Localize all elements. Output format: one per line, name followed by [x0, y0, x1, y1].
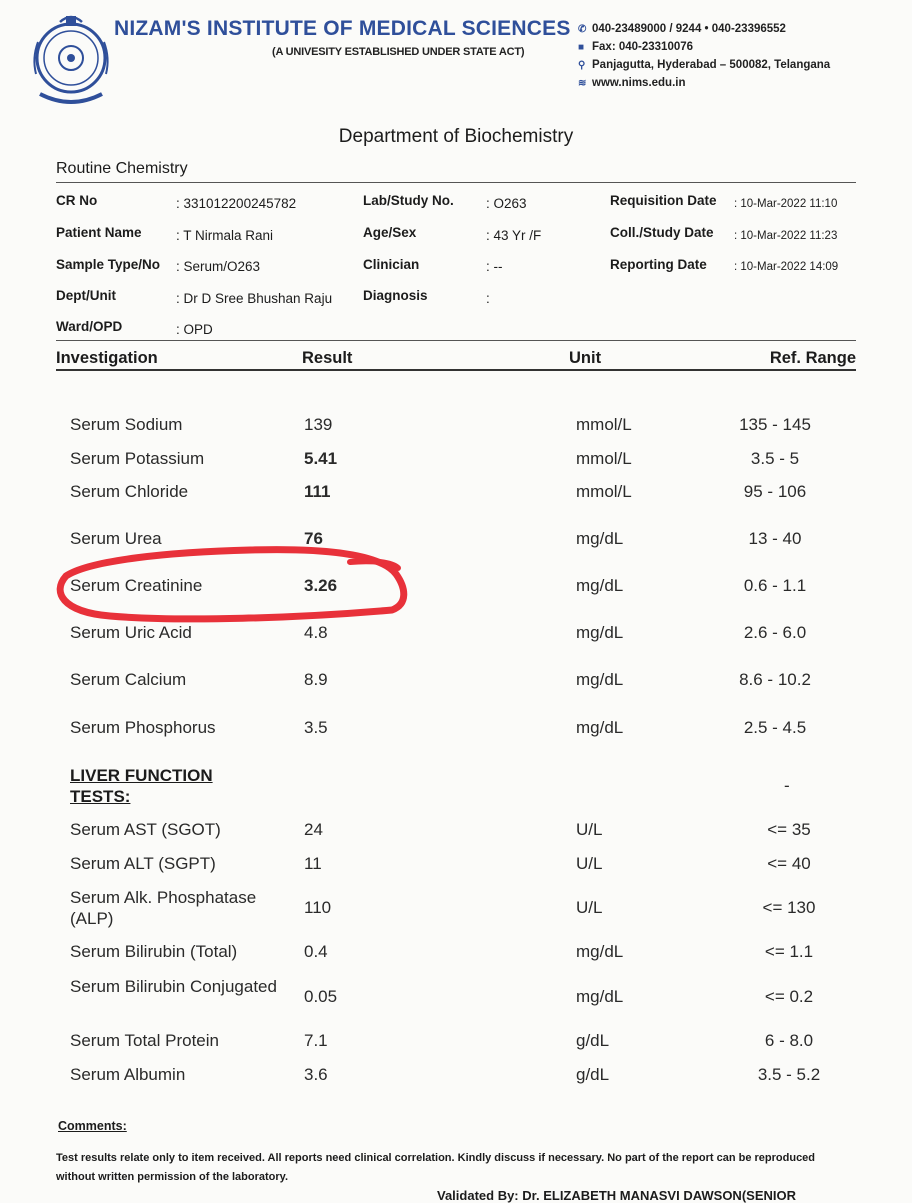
test-result: 3.5	[304, 718, 328, 737]
test-result: 0.05	[304, 987, 338, 1006]
contact-fax	[578, 41, 693, 53]
department-title: Department of Biochemistry	[338, 126, 574, 147]
fax-icon: ■	[578, 42, 585, 53]
test-result: 11	[304, 854, 322, 873]
institute-subtitle: (A UNIVESITY ESTABLISHED UNDER STATE ACT)	[272, 46, 525, 58]
website-text[interactable]: www.nims.edu.in	[592, 77, 686, 89]
col-result: Result	[302, 349, 353, 367]
requisition-label: Requisition Date	[610, 193, 717, 208]
lab-value: : O263	[486, 196, 527, 211]
test-ref-range: <= 130	[762, 898, 816, 917]
test-unit: U/L	[576, 898, 603, 917]
test-name: Serum Uric Acid	[70, 623, 192, 642]
test-name: Serum Bilirubin Conjugated	[70, 977, 277, 996]
contact-phone	[578, 23, 786, 35]
clinician-value: : --	[486, 259, 503, 274]
test-ref-range: <= 35	[767, 820, 811, 839]
lab-label: Lab/Study No.	[363, 193, 454, 208]
test-name: Serum AST (SGOT)	[70, 820, 221, 839]
test-unit: mg/dL	[576, 576, 624, 595]
dept-label: Dept/Unit	[56, 288, 116, 303]
test-result: 139	[304, 415, 333, 434]
test-unit: mg/dL	[576, 670, 624, 689]
test-name: Serum Phosphorus	[70, 718, 216, 737]
test-unit: mg/dL	[576, 718, 624, 737]
test-unit: mmol/L	[576, 482, 632, 501]
test-name: Serum ALT (SGPT)	[70, 854, 216, 873]
age-value: : 43 Yr /F	[486, 228, 542, 243]
test-unit: mg/dL	[576, 623, 624, 642]
test-unit: U/L	[576, 854, 603, 873]
comments-text: Test results relate only to item received. All reports need clinical correlation. Kindly discuss if necessary. No part of the report can be reproduced without written permission of the laboratory.	[56, 1152, 816, 1183]
diagnosis-label: Diagnosis	[363, 288, 428, 303]
reporting-value: : 10-Mar-2022 14:09	[734, 261, 839, 273]
collection-value: : 10-Mar-2022 11:23	[734, 230, 838, 242]
test-name: Serum Sodium	[70, 415, 183, 434]
contact-website	[578, 77, 686, 89]
test-ref-range: <= 40	[767, 854, 811, 873]
divider	[56, 182, 856, 183]
col-ref-range: Ref. Range	[769, 349, 856, 367]
contact-address	[578, 59, 830, 71]
cr-value: : 331012200245782	[176, 196, 297, 211]
globe-icon: ≋	[578, 78, 587, 89]
address-text: Panjagutta, Hyderabad – 500082, Telangana	[592, 59, 831, 71]
patient-name-value: : T Nirmala Rani	[176, 228, 274, 243]
test-name: Serum Chloride	[70, 482, 189, 501]
test-name: Serum Calcium	[70, 670, 187, 689]
phone-icon: ✆	[578, 24, 587, 35]
test-result: 5.41	[304, 449, 338, 468]
col-investigation: Investigation	[56, 349, 158, 367]
test-ref-range: 6 - 8.0	[764, 1031, 814, 1050]
test-ref-range: <= 0.2	[764, 987, 814, 1006]
test-name: Serum Alk. Phosphatase (ALP)	[70, 888, 257, 928]
test-result: 0.4	[304, 942, 328, 961]
test-ref-range: 2.6 - 6.0	[743, 623, 807, 642]
comments-heading: Comments:	[58, 1119, 127, 1133]
sample-value: : Serum/O263	[176, 259, 261, 274]
test-ref-range: 3.5 - 5	[750, 449, 800, 468]
institute-name: NIZAM'S INSTITUTE OF MEDICAL SCIENCES	[114, 17, 571, 40]
clinician-label: Clinician	[363, 257, 420, 272]
test-ref-range: 0.6 - 1.1	[743, 576, 807, 595]
institute-emblem-logo	[30, 14, 112, 106]
test-ref-range: <= 1.1	[764, 942, 814, 961]
test-unit: U/L	[576, 820, 603, 839]
test-result: 7.1	[304, 1031, 328, 1050]
reporting-label: Reporting Date	[610, 257, 707, 272]
test-name: Serum Bilirubin (Total)	[70, 942, 238, 961]
test-ref-range: 2.5 - 4.5	[743, 718, 807, 737]
dept-value: : Dr D Sree Bhushan Raju	[176, 291, 333, 306]
location-pin-icon: ⚲	[578, 60, 586, 71]
test-name: Serum Creatinine	[70, 576, 203, 595]
requisition-value: : 10-Mar-2022 11:10	[734, 198, 838, 210]
test-ref-range: 3.5 - 5.2	[757, 1065, 821, 1084]
divider	[56, 369, 856, 371]
test-unit: mmol/L	[576, 415, 632, 434]
test-name: Serum Total Protein	[70, 1031, 219, 1050]
test-unit: g/dL	[576, 1065, 610, 1084]
lft-heading-line1: LIVER FUNCTION	[70, 766, 213, 785]
col-unit: Unit	[569, 349, 602, 367]
sample-label: Sample Type/No	[56, 257, 161, 272]
diagnosis-value: :	[486, 291, 490, 306]
test-name: Serum Albumin	[70, 1065, 186, 1084]
test-result: 4.8	[304, 623, 328, 642]
test-unit: mmol/L	[576, 449, 632, 468]
ward-label: Ward/OPD	[56, 319, 123, 334]
ward-value: : OPD	[176, 322, 213, 337]
report-type: Routine Chemistry	[56, 160, 188, 177]
test-name: Serum Potassium	[70, 449, 205, 468]
test-unit: mg/dL	[576, 987, 624, 1006]
test-result: 8.9	[304, 670, 328, 689]
test-result: 3.26	[304, 576, 338, 595]
test-name: Serum Urea	[70, 529, 162, 548]
fax-text: Fax: 040-23310076	[592, 41, 694, 53]
test-result: 24	[304, 820, 323, 839]
validated-by: Validated By: Dr. ELIZABETH MANASVI DAWSON(SENIOR	[437, 1188, 796, 1203]
collection-label: Coll./Study Date	[610, 225, 714, 240]
test-unit: g/dL	[576, 1031, 610, 1050]
test-ref-range: 135 - 145	[739, 415, 811, 434]
test-result: 76	[304, 529, 323, 548]
test-result: 111	[304, 482, 331, 501]
test-ref-range: 8.6 - 10.2	[739, 670, 811, 689]
phone-text: 040-23489000 / 9244 • 040-23396552	[592, 23, 786, 35]
test-result: 110	[304, 898, 332, 917]
divider	[56, 340, 856, 341]
test-ref-range: 95 - 106	[743, 482, 807, 501]
test-result: 3.6	[304, 1065, 328, 1084]
test-ref-range: 13 - 40	[748, 529, 802, 548]
lft-heading	[70, 765, 213, 807]
test-unit: mg/dL	[576, 529, 624, 548]
lft-heading-range: -	[784, 776, 790, 795]
patient-name-label: Patient Name	[56, 225, 142, 240]
lft-heading-line2: TESTS:	[70, 787, 131, 806]
age-label: Age/Sex	[363, 225, 417, 240]
cr-label: CR No	[56, 193, 98, 208]
test-unit: mg/dL	[576, 942, 624, 961]
